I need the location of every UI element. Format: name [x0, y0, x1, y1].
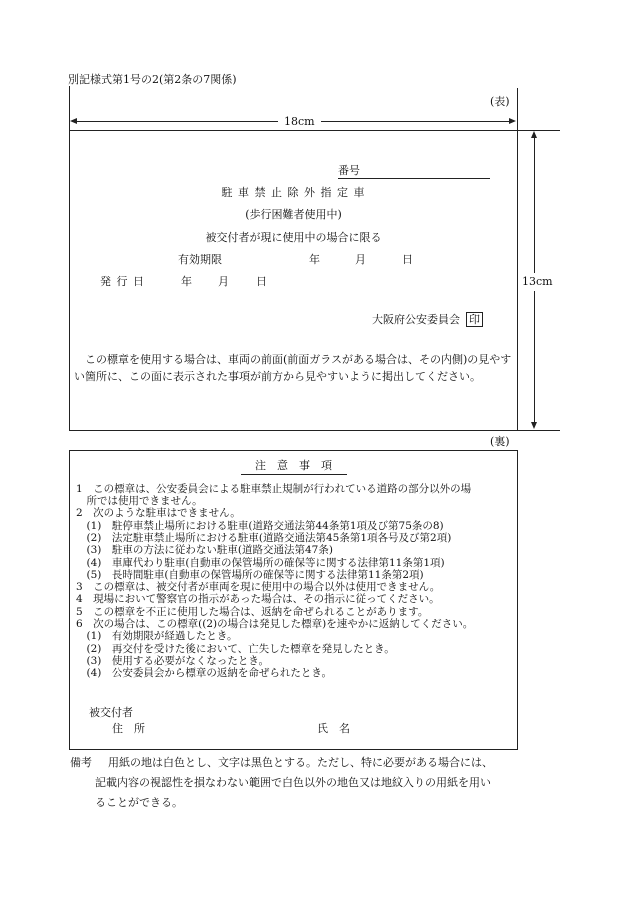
- validity-month: 月: [355, 253, 366, 266]
- issue-date-label: 発 行 日: [100, 275, 145, 288]
- list-item: (4) 車庫代わり駐車(自動車の保管場所の確保等に関する法律第11条第1項): [76, 557, 445, 569]
- remarks-line-3: ることができる。: [95, 796, 183, 809]
- seal-mark: 印: [466, 312, 483, 327]
- list-item: 4 現場において警察官の指示があった場合は、その指示に従ってください。: [76, 593, 440, 605]
- issuing-authority: [372, 312, 483, 327]
- width-arrow-right: [509, 118, 516, 124]
- name-label: 氏 名: [317, 722, 350, 735]
- width-dimension-label: 18cm: [278, 115, 321, 129]
- permit-title: 駐 車 禁 止 除 外 指 定 車: [221, 186, 366, 199]
- form-title: 別記様式第1号の2(第2条の7関係): [68, 73, 237, 86]
- issue-year: 年: [181, 275, 192, 288]
- permit-subtitle: (歩行困難者使用中): [245, 208, 342, 221]
- issue-day: 日: [256, 275, 267, 288]
- height-top-extension: [518, 130, 560, 131]
- list-item: 3 この標章は、被交付者が車両を現に使用中の場合以外は使用できません。: [76, 581, 441, 593]
- authority-name: 大阪府公安委員会: [372, 313, 460, 326]
- issue-month: 月: [218, 275, 229, 288]
- notes-heading-underline: [241, 474, 347, 475]
- list-item: (1) 駐停車禁止場所における駐車(道路交通法第44条第1項及び第75条の8): [76, 520, 444, 532]
- list-item: (2) 再交付を受けた後において、亡失した標章を発見したとき。: [76, 643, 395, 655]
- remarks-line-2: 記載内容の視認性を損なわない範囲で白色以外の地色又は地紋入りの用紙を用い: [95, 776, 491, 789]
- back-label: (裏): [490, 435, 510, 448]
- notes-heading: 注 意 事 項: [255, 459, 332, 472]
- list-item: (3) 使用する必要がなくなったとき。: [76, 655, 269, 667]
- height-arrow-up: [531, 131, 537, 138]
- recipient-label: 被交付者: [89, 706, 133, 719]
- list-item: (1) 有効期限が経過したとき。: [76, 630, 238, 642]
- number-underline: [338, 178, 490, 179]
- list-item: (5) 長時間駐車(自動車の保管場所の確保等に関する法律第11条第2項): [76, 569, 424, 581]
- remarks-label: 備考: [70, 756, 92, 769]
- list-item: (2) 法定駐車禁止場所における駐車(道路交通法第45条第1項各号及び第2項): [76, 532, 452, 544]
- validity-label: 有効期限: [178, 253, 222, 266]
- list-item: 2 次のような駐車はできません。: [76, 507, 241, 519]
- list-item: 6 次の場合は、この標章((2)の場合は発見した標章)を速やかに返納してください。: [76, 618, 474, 630]
- validity-year: 年: [309, 253, 320, 266]
- remarks-line-1: 用紙の地は白色とし、文字は黒色とする。ただし、特に必要がある場合には、: [108, 756, 493, 769]
- height-dimension-label: 13cm: [520, 273, 555, 291]
- list-item: 5 この標章を不正に使用した場合は、返納を命ぜられることがあります。: [76, 606, 429, 618]
- number-label: 番号: [338, 164, 360, 177]
- front-label: (表): [490, 95, 510, 108]
- height-bottom-extension: [518, 430, 560, 431]
- list-item: (3) 駐車の方法に従わない駐車(道路交通法第47条): [76, 544, 333, 556]
- validity-day: 日: [402, 253, 413, 266]
- usage-instruction: この標章を使用する場合は、車両の前面(前面ガラスがある場合は、その内側)の見やすい箇所に、この面に表示された事項が前方から見やすいように掲出してください。: [74, 353, 512, 383]
- permit-condition: 被交付者が現に使用中の場合に限る: [205, 231, 382, 244]
- right-extension-line: [517, 88, 518, 130]
- height-arrow-down: [531, 422, 537, 429]
- list-item: (4) 公安委員会から標章の返納を命ぜられたとき。: [76, 667, 332, 679]
- width-arrow-left: [70, 118, 77, 124]
- address-label: 住 所: [112, 722, 145, 735]
- list-item: 所では使用できません。: [76, 495, 203, 507]
- list-item: 1 この標章は、公安委員会による駐車禁止規制が行われている道路の部分以外の場: [76, 483, 472, 495]
